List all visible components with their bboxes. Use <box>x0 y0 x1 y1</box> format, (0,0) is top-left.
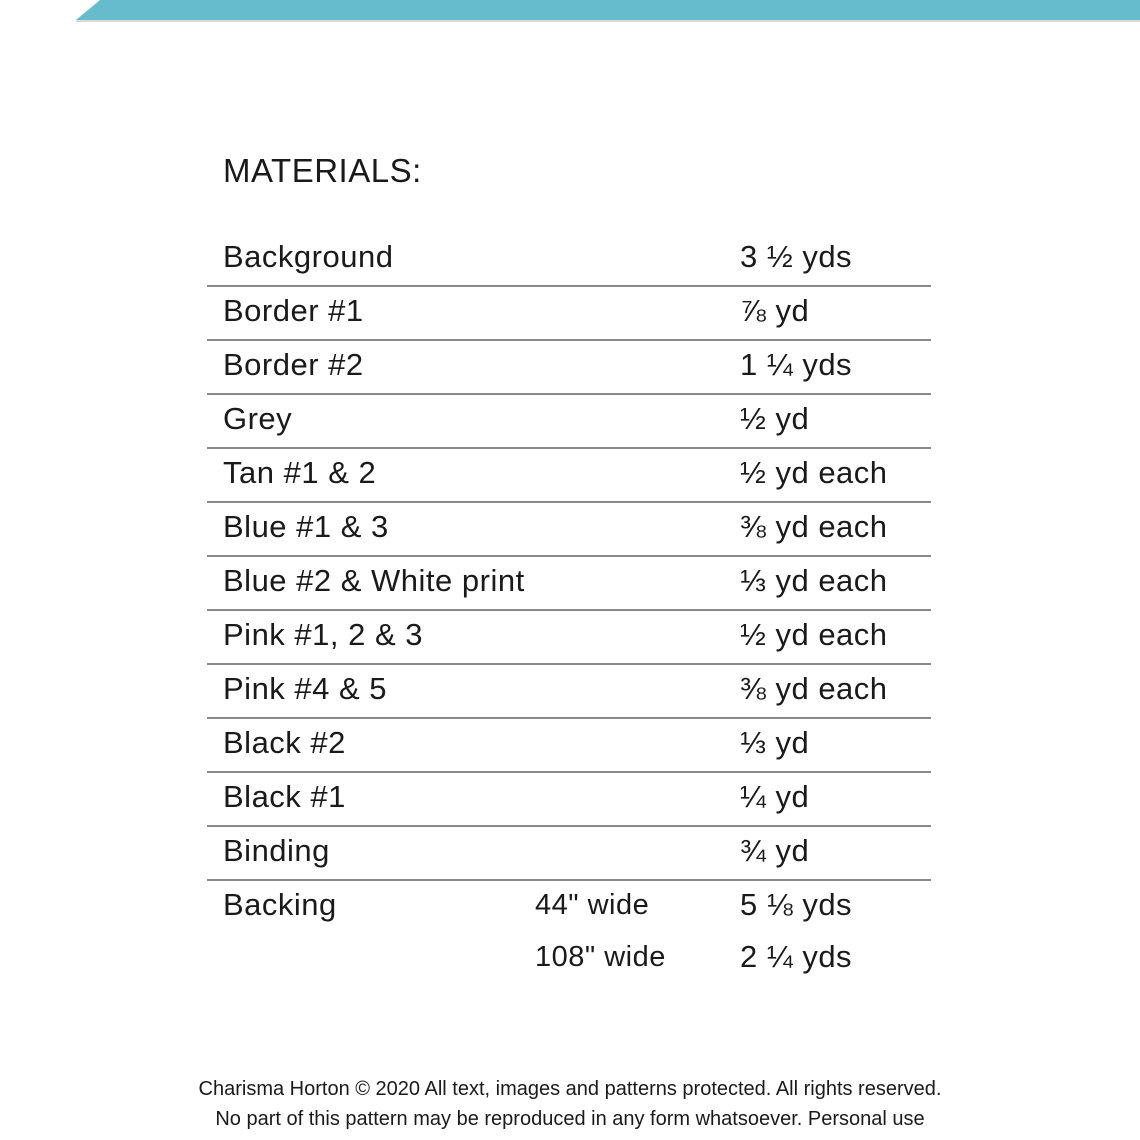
material-name: Background <box>223 239 394 274</box>
accent-band <box>0 0 1140 26</box>
material-name: Border #1 <box>223 293 364 328</box>
material-name: Grey <box>223 401 293 436</box>
material-row <box>207 503 931 557</box>
material-name: Binding <box>223 833 330 868</box>
material-amount: ¼ yd <box>740 779 810 814</box>
material-amount: ½ yd each <box>740 455 888 490</box>
material-row <box>207 773 931 827</box>
material-width: 108" wide <box>535 941 666 973</box>
usage-notice-line: No part of this pattern may be reproduced in any form whatsoever. Personal use <box>215 1108 925 1130</box>
material-name: Border #2 <box>223 347 364 382</box>
material-amount: 1 ¼ yds <box>740 347 853 382</box>
material-amount: ⅜ yd each <box>740 509 888 544</box>
material-row <box>207 341 931 395</box>
material-amount: ⅜ yd each <box>740 671 888 706</box>
material-name: Blue #2 & White print <box>223 563 525 598</box>
material-amount: ½ yd each <box>740 617 888 652</box>
material-amount: 3 ½ yds <box>740 239 853 274</box>
material-name: Pink #4 & 5 <box>223 671 388 706</box>
material-amount: ¾ yd <box>740 833 810 868</box>
material-row <box>207 665 931 719</box>
material-row <box>207 827 931 881</box>
copyright-footer <box>0 1074 1140 1134</box>
material-row <box>207 557 931 611</box>
material-amount: ⅞ yd <box>740 293 810 328</box>
material-name: Blue #1 & 3 <box>223 509 389 544</box>
material-row <box>207 611 931 665</box>
materials-heading: MATERIALS: <box>223 152 422 189</box>
material-amount: 2 ¼ yds <box>740 939 853 974</box>
material-name: Black #1 <box>223 779 346 814</box>
material-amount: ⅓ yd each <box>740 563 888 598</box>
material-amount: ⅓ yd <box>740 725 810 760</box>
material-row <box>207 449 931 503</box>
material-amount: ½ yd <box>740 401 810 436</box>
material-row <box>207 719 931 773</box>
material-row <box>207 881 931 933</box>
material-name: Black #2 <box>223 725 346 760</box>
materials-table <box>207 233 931 985</box>
copyright-line: Charisma Horton © 2020 All text, images and patterns protected. All rights reserved. <box>198 1078 942 1100</box>
material-row <box>207 933 931 985</box>
material-name: Backing <box>223 887 337 922</box>
material-amount: 5 ⅛ yds <box>740 887 853 922</box>
material-name: Tan #1 & 2 <box>223 455 377 490</box>
material-name: Pink #1, 2 & 3 <box>223 617 424 652</box>
material-row <box>207 233 931 287</box>
material-row <box>207 287 931 341</box>
material-width: 44" wide <box>535 889 650 921</box>
material-row <box>207 395 931 449</box>
